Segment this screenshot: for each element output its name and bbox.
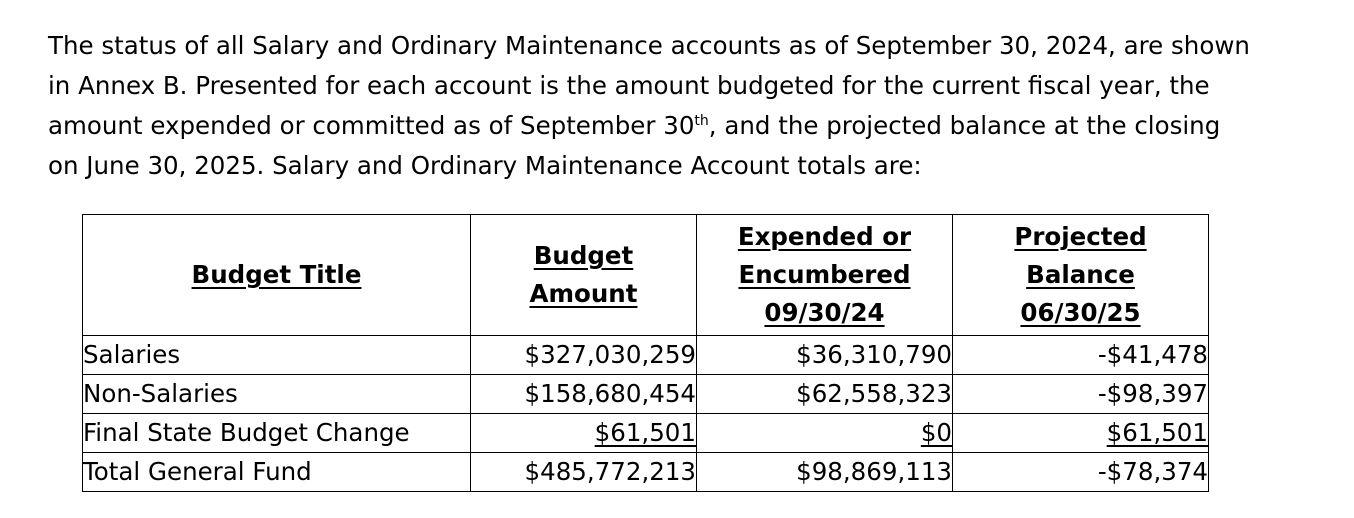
table-row-non-salaries	[83, 375, 1209, 414]
header-projected-line-3: 06/30/25	[1020, 298, 1141, 327]
row-projected-balance: -$78,374	[953, 453, 1209, 492]
table-header-row	[83, 215, 1209, 336]
row-title: Total General Fund	[83, 453, 471, 492]
row-expended: $62,558,323	[697, 375, 953, 414]
header-expended	[697, 215, 953, 336]
row-title: Non-Salaries	[83, 375, 471, 414]
header-expended-line-1: Expended or	[737, 222, 912, 251]
row-budget-amount: $158,680,454	[471, 375, 697, 414]
header-budget-amount	[471, 215, 697, 336]
header-projected	[953, 215, 1209, 336]
row-projected-balance: $61,501	[1106, 418, 1208, 447]
row-expended-cell	[697, 414, 953, 453]
row-expended: $98,869,113	[697, 453, 953, 492]
header-budget-amount-line-2: Amount	[529, 279, 638, 308]
row-budget-amount-cell	[471, 414, 697, 453]
row-budget-amount: $485,772,213	[471, 453, 697, 492]
intro-paragraph	[48, 26, 1328, 186]
paragraph-line-2: in Annex B. Presented for each account is the amount budgeted for the current fiscal year, the	[48, 71, 1210, 100]
budget-summary-table	[82, 214, 1209, 492]
paragraph-line-3-start: amount expended or committed as of September 30	[48, 111, 695, 140]
row-budget-amount: $327,030,259	[471, 336, 697, 375]
header-projected-line-2: Balance	[1026, 260, 1135, 289]
table-row-total-general-fund	[83, 453, 1209, 492]
header-budget-amount-line-1: Budget	[533, 241, 634, 270]
paragraph-line-4: on June 30, 2025. Salary and Ordinary Maintenance Account totals are:	[48, 151, 922, 180]
paragraph-line-3-end: , and the projected balance at the closing	[708, 111, 1221, 140]
row-budget-amount: $61,501	[594, 418, 696, 447]
header-expended-line-2: Encumbered	[738, 260, 911, 289]
paragraph-line-3	[48, 106, 1328, 146]
row-expended: $0	[920, 418, 952, 447]
row-title: Final State Budget Change	[83, 414, 471, 453]
row-title: Salaries	[83, 336, 471, 375]
header-budget-title	[83, 215, 471, 336]
row-projected-balance: -$41,478	[953, 336, 1209, 375]
row-expended: $36,310,790	[697, 336, 953, 375]
header-expended-line-3: 09/30/24	[764, 298, 885, 327]
row-projected-balance-cell	[953, 414, 1209, 453]
header-projected-line-1: Projected	[1014, 222, 1147, 251]
row-projected-balance: -$98,397	[953, 375, 1209, 414]
table-row-salaries	[83, 336, 1209, 375]
ordinal-suffix: th	[694, 112, 709, 129]
paragraph-line-1: The status of all Salary and Ordinary Maintenance accounts as of September 30, 2024, are shown	[48, 31, 1250, 60]
table-row-final-state-budget-change	[83, 414, 1209, 453]
header-budget-title-line-1: Budget Title	[191, 260, 362, 289]
